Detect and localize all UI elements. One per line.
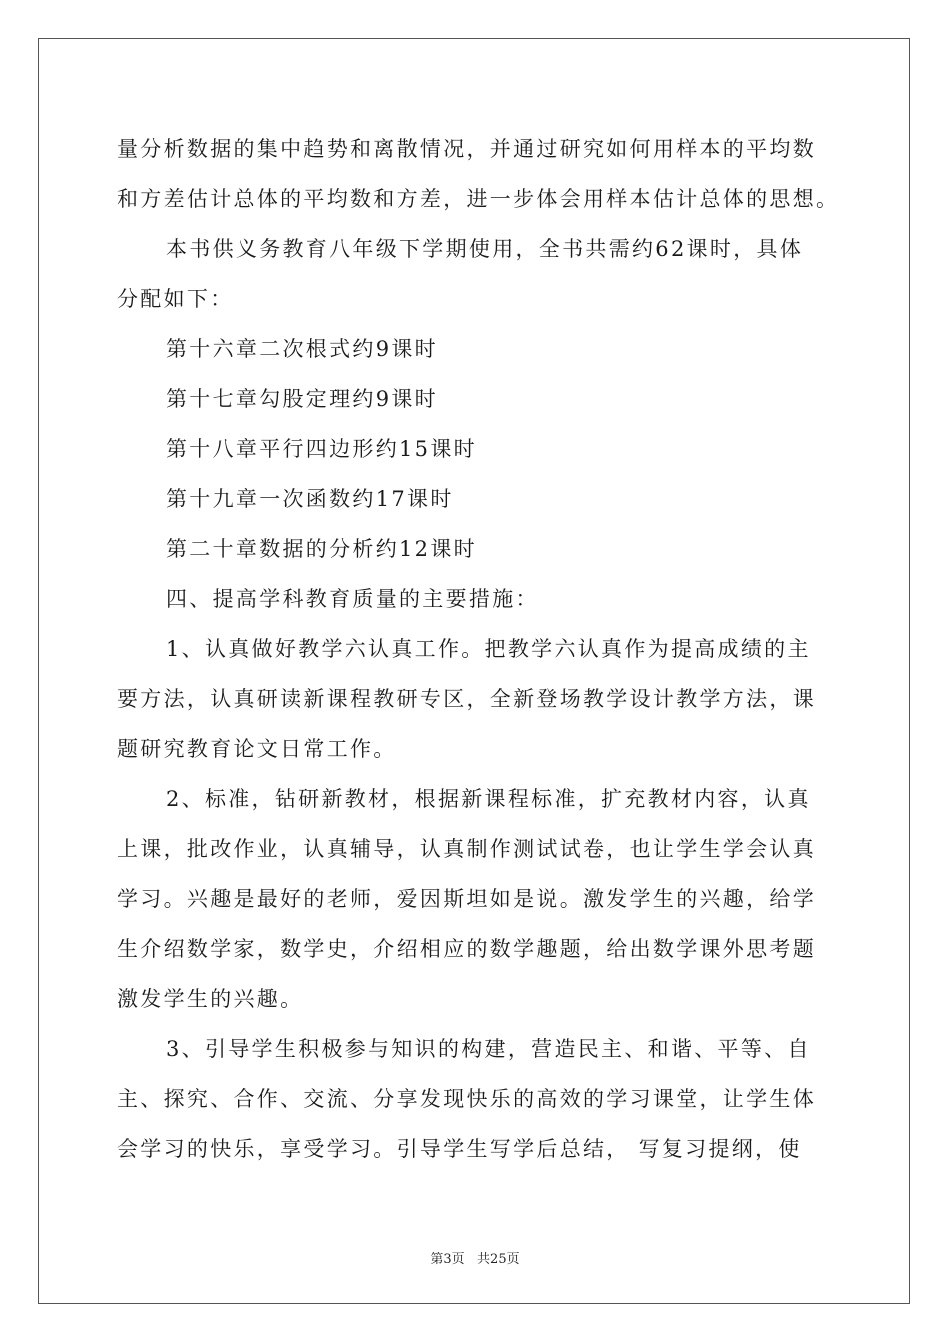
text-line: 和方差估计总体的平均数和方差，进一步体会用样本估计总体的思想。 xyxy=(117,187,840,211)
text-line: 题研究教育论文日常工作。 xyxy=(117,737,397,761)
page-number-footer: 第3页 共25页 xyxy=(430,1252,520,1267)
text-line: 学习。兴趣是最好的老师，爱因斯坦如是说。激发学生的兴趣，给学 xyxy=(117,887,816,911)
paragraph-first-line: 2、标准，钻研新教材，根据新课程标准，扩充教材内容，认真 xyxy=(166,787,811,811)
chapter-item: 第十九章一次函数约17课时 xyxy=(166,487,454,511)
text-line: 上课，批改作业，认真辅导，认真制作测试试卷，也让学生学会认真 xyxy=(117,837,816,861)
paragraph-first-line: 1、认真做好教学六认真工作。把教学六认真作为提高成绩的主 xyxy=(166,637,811,661)
text-line: 生介绍数学家，数学史，介绍相应的数学趣题，给出数学课外思考题 xyxy=(117,937,816,961)
text-line: 激发学生的兴趣。 xyxy=(117,987,304,1011)
text-line: 要方法，认真研读新课程教研专区，全新登场教学设计教学方法，课 xyxy=(117,687,816,711)
paragraph-first-line: 3、引导学生积极参与知识的构建，营造民主、和谐、平等、自 xyxy=(166,1037,811,1061)
chapter-item: 第十八章平行四边形约15课时 xyxy=(166,437,477,461)
text-line: 主、探究、合作、交流、分享发现快乐的高效的学习课堂，让学生体 xyxy=(117,1087,816,1111)
paragraph-first-line: 本书供义务教育八年级下学期使用，全书共需约62课时，具体 xyxy=(166,237,804,261)
document-body xyxy=(117,124,840,1174)
chapter-item: 第十七章勾股定理约9课时 xyxy=(166,387,438,411)
text-line: 分配如下： xyxy=(117,287,234,311)
chapter-item: 第十六章二次根式约9课时 xyxy=(166,337,438,361)
section-heading: 四、提高学科教育质量的主要措施： xyxy=(166,587,539,611)
chapter-item: 第二十章数据的分析约12课时 xyxy=(166,537,477,561)
text-line: 量分析数据的集中趋势和离散情况，并通过研究如何用样本的平均数 xyxy=(117,137,816,161)
text-line: 会学习的快乐，享受学习。引导学生写学后总结， 写复习提纲，使 xyxy=(117,1137,802,1161)
